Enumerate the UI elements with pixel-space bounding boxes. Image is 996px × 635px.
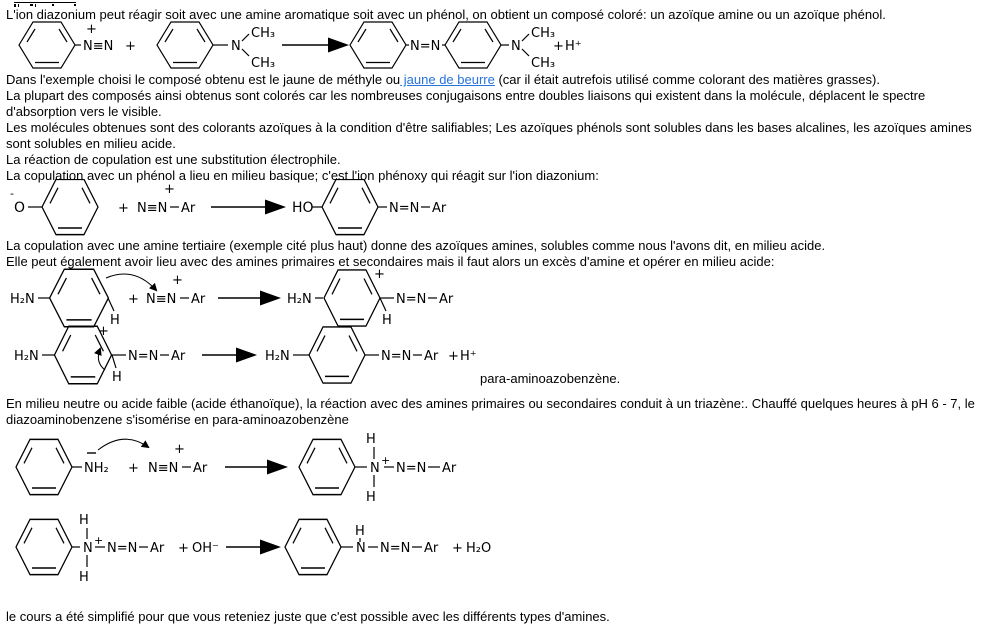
plus-sign: + — [125, 39, 136, 54]
aryl-label: Ar — [432, 201, 447, 216]
plus-charge: + — [174, 442, 185, 457]
hydrogen-label: H — [110, 313, 120, 328]
benzene-ring — [350, 22, 406, 68]
plus-charge: + — [374, 267, 385, 282]
hydrogen-label: H — [366, 490, 376, 505]
methyl-label: CH₃ — [251, 56, 276, 71]
plus-sign: + — [128, 292, 139, 307]
benzene-ring — [16, 439, 72, 494]
plus-charge: + — [164, 182, 175, 197]
aryl-label: Ar — [191, 292, 206, 307]
reaction-5-diagram — [6, 426, 526, 514]
azo-label: N=N — [410, 39, 441, 54]
paragraph-intro: L'ion diazonium peut réagir soit avec une amine aromatique soit avec un phénol, on obtient un composé coloré: un azoïque amine ou un azoïque phénol. — [6, 7, 886, 22]
azo-label: N=N — [107, 541, 138, 556]
example-text-before: Dans l'exemple choisi le composé obtenu est le jaune de méthyle ou — [6, 72, 401, 87]
hydrogen-label: H — [79, 570, 89, 585]
diazonium-label: N≡N — [146, 292, 177, 307]
amine-label: H₂N — [265, 349, 290, 364]
benzene-ring — [309, 327, 365, 383]
diazonium-label: N≡N — [137, 201, 168, 216]
hydrogen-label: H — [79, 513, 89, 528]
paragraph-copulation-phenol: La copulation avec un phénol a lieu en milieu basique; c'est l'ion phénoxy qui réagit sur l'ion diazonium: — [6, 168, 599, 183]
paragraph-amines-primaires: Elle peut également avoir lieu avec des amines primaires et secondaires mais il faut alors un excès d'amine et opérer en milieu acide: — [6, 254, 775, 269]
bond — [242, 34, 249, 41]
hydrogen-label: H — [355, 524, 365, 539]
minus-charge: - — [10, 187, 14, 200]
diazonium-label: N≡N — [83, 39, 114, 54]
plus-sign: + — [128, 461, 139, 476]
plus-charge: + — [381, 454, 391, 467]
plus-sign: + — [118, 201, 129, 216]
nitrogen-label: N — [83, 541, 93, 556]
azo-label: N=N — [396, 292, 427, 307]
benzene-ring — [299, 439, 355, 494]
bond — [522, 49, 529, 56]
benzene-ring — [50, 269, 109, 327]
nitrogen-label: N — [231, 39, 241, 54]
amine-label: NH₂ — [84, 461, 109, 476]
benzene-ring — [157, 22, 213, 68]
azo-label: N=N — [389, 201, 420, 216]
diazonium-label: N≡N — [148, 461, 179, 476]
paragraph-amine-tertiaire: La copulation avec une amine tertiaire (exemple cité plus haut) donne des azoïques amines, solubles comme nous l'avons dit, en milieu acide. — [6, 238, 826, 253]
benzene-ring — [42, 179, 98, 234]
methyl-label: CH₃ — [251, 26, 276, 41]
aryl-label: Ar — [193, 461, 208, 476]
azo-label: N=N — [128, 349, 159, 364]
nitrogen-label: N — [356, 541, 366, 556]
hydroxide-label: OH⁻ — [192, 541, 219, 556]
product-name-label: para-aminoazobenzène. — [480, 371, 621, 386]
water-label: H₂O — [466, 541, 492, 556]
paragraph-conjugaison-line1: La plupart des composés ainsi obtenus sont colorés car les nombreuses conjugaisons entre doubles liaisons qui existent dans la molécule, déplacent le spectre — [6, 88, 926, 103]
paragraph-footer: le cours a été simplifié pour que vous reteniez juste que c'est possible avec les différents types d'amines. — [6, 609, 610, 624]
nitrogen-label: N — [370, 461, 380, 476]
paragraph-example — [6, 72, 880, 88]
curved-electron-arrow — [98, 349, 105, 370]
plus-charge: + — [86, 22, 97, 37]
aryl-label: Ar — [150, 541, 165, 556]
methyl-label: CH₃ — [531, 26, 556, 41]
nitrogen-label: N — [511, 39, 521, 54]
paragraph-substitution: La réaction de copulation est une substitution électrophile. — [6, 152, 341, 167]
plus-sign: + — [553, 39, 564, 54]
aryl-label: Ar — [424, 541, 439, 556]
bond — [380, 298, 386, 311]
benzene-ring — [285, 519, 341, 574]
paragraph-salifiables-line1: Les molécules obtenues sont des colorants azoïques à la condition d'être salifiables; Les azoïques phénols sont solubles dans les bases alcalines, les azoïques amines — [6, 120, 972, 135]
paragraph-conjugaison-line2: d'absorption vers le visible. — [6, 104, 162, 119]
aryl-label: Ar — [181, 201, 196, 216]
example-text-after: (car il était autrefois utilisé comme colorant des matières grasses). — [494, 72, 880, 87]
azo-label: N=N — [380, 541, 411, 556]
benzene-ring — [322, 179, 378, 234]
aryl-label: Ar — [439, 292, 454, 307]
bond — [108, 298, 114, 311]
hydrogen-label: H — [382, 313, 392, 328]
reaction-1-diagram — [6, 21, 616, 73]
amine-label: H₂N — [10, 292, 35, 307]
plus-sign: + — [448, 349, 459, 364]
bond — [112, 355, 116, 368]
methyl-label: CH₃ — [531, 56, 556, 71]
plus-sign: + — [178, 541, 189, 556]
bond — [242, 49, 249, 56]
curved-electron-arrow — [106, 274, 156, 290]
aryl-label: Ar — [442, 461, 457, 476]
azo-label: N=N — [396, 461, 427, 476]
bond — [522, 34, 529, 41]
hydroxyl-label: HO — [292, 200, 314, 216]
azo-label: N=N — [381, 349, 412, 364]
plus-charge: + — [172, 273, 183, 288]
plus-charge: + — [98, 324, 109, 339]
proton-label: H⁺ — [565, 39, 582, 54]
aryl-label: Ar — [424, 349, 439, 364]
plus-charge: + — [94, 534, 104, 547]
reaction-4-diagram — [6, 322, 506, 392]
benzene-ring — [445, 22, 501, 68]
amine-label: H₂N — [287, 292, 312, 307]
oxygen-label: O — [14, 200, 26, 216]
hydrogen-label: H — [366, 432, 376, 447]
proton-label: H⁺ — [460, 349, 477, 364]
reaction-6-diagram — [6, 504, 566, 592]
benzene-ring — [16, 519, 72, 574]
benzene-ring — [324, 270, 380, 326]
jaune-de-beurre-link[interactable]: jaune de beurre — [400, 72, 495, 87]
paragraph-salifiables-line2: sont solubles en milieu acide. — [6, 136, 176, 151]
curved-electron-arrow — [98, 439, 148, 450]
plus-sign: + — [452, 541, 463, 556]
amine-label: H₂N — [14, 349, 39, 364]
reaction-2-diagram — [6, 179, 486, 239]
aryl-label: Ar — [171, 349, 186, 364]
paragraph-triazene-line1: En milieu neutre ou acide faible (acide éthanoïque), la réaction avec des amines primaires ou secondaires conduit à un triazène:. Chauffé quelques heures à pH 6 - 7, le — [6, 396, 975, 411]
benzene-ring — [19, 22, 75, 68]
paragraph-triazene-line2: diazoaminobenzene s'isomérise en para-aminoazobenzène — [6, 412, 349, 427]
hydrogen-label: H — [112, 370, 122, 385]
